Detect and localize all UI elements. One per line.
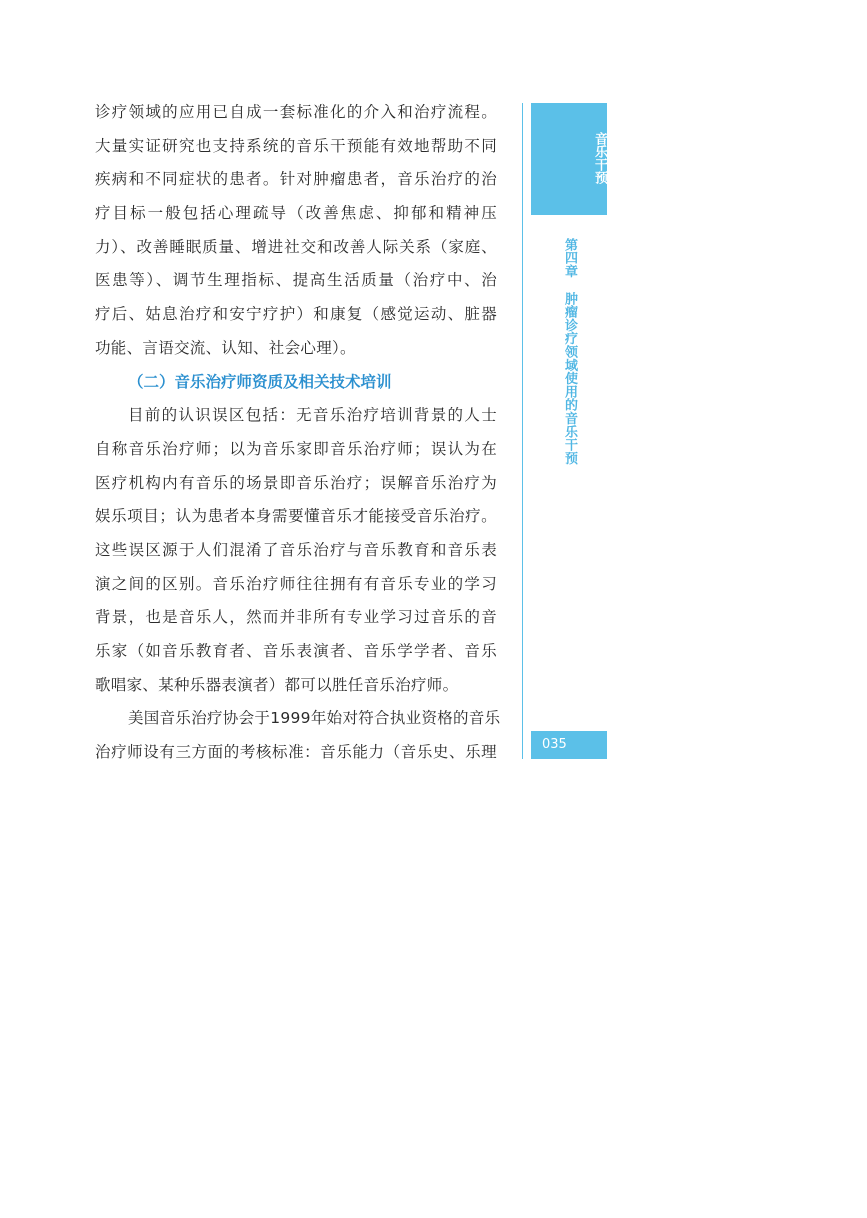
book-title-label: 音乐干预 xyxy=(592,132,607,184)
page-number: 035 xyxy=(542,737,567,752)
page-number-tab xyxy=(531,731,607,759)
section-heading: （二）音乐治疗师资质及相关技术培训 xyxy=(128,372,392,391)
text-line: 疾病和不同症状的患者。针对肿瘤患者，音乐治疗的治 xyxy=(95,170,497,189)
sidebar-divider xyxy=(522,103,523,759)
text-line: 演之间的区别。音乐治疗师往往拥有有音乐专业的学习 xyxy=(95,574,497,593)
chapter-title: 肿瘤诊疗领域使用的音乐干预 xyxy=(562,291,577,465)
chapter-label: 第四章 xyxy=(562,238,577,278)
text-line: 大量实证研究也支持系统的音乐干预能有效地帮助不同 xyxy=(95,136,497,155)
text-line: 歌唱家、某种乐器表演者）都可以胜任音乐治疗师。 xyxy=(95,675,459,694)
text-line: 治疗师设有三方面的考核标准：音乐能力（音乐史、乐理 xyxy=(95,743,497,762)
text-line: 目前的认识误区包括：无音乐治疗培训背景的人士 xyxy=(128,406,497,425)
text-line: 这些误区源于人们混淆了音乐治疗与音乐教育和音乐表 xyxy=(95,540,497,559)
text-line: 娱乐项目；认为患者本身需要懂音乐才能接受音乐治疗。 xyxy=(95,507,497,526)
text-line: 美国音乐治疗协会于1999年始对符合执业资格的音乐 xyxy=(128,709,501,728)
text-line: 医患等）、调节生理指标、提高生活质量（治疗中、治 xyxy=(95,271,497,290)
text-line: 力）、改善睡眠质量、增进社交和改善人际关系（家庭、 xyxy=(95,237,497,256)
text-line: 医疗机构内有音乐的场景即音乐治疗；误解音乐治疗为 xyxy=(95,473,497,492)
text-line: 疗后、姑息治疗和安宁疗护）和康复（感觉运动、脏器 xyxy=(95,305,497,324)
chapter-running-head xyxy=(555,238,583,498)
text-line: 乐家（如音乐教育者、音乐表演者、音乐学学者、音乐 xyxy=(95,642,497,660)
text-line: 功能、言语交流、认知、社会心理）。 xyxy=(95,338,356,357)
book-title-tab xyxy=(531,103,607,215)
text-line: 自称音乐治疗师；以为音乐家即音乐治疗师；误认为在 xyxy=(95,439,497,458)
text-line: 疗目标一般包括心理疏导（改善焦虑、抑郁和精神压 xyxy=(95,204,497,223)
body-text xyxy=(95,96,501,770)
text-line: 背景，也是音乐人，然而并非所有专业学习过音乐的音 xyxy=(95,608,497,627)
text-line: 诊疗领域的应用已自成一套标准化的介入和治疗流程。 xyxy=(95,103,497,121)
